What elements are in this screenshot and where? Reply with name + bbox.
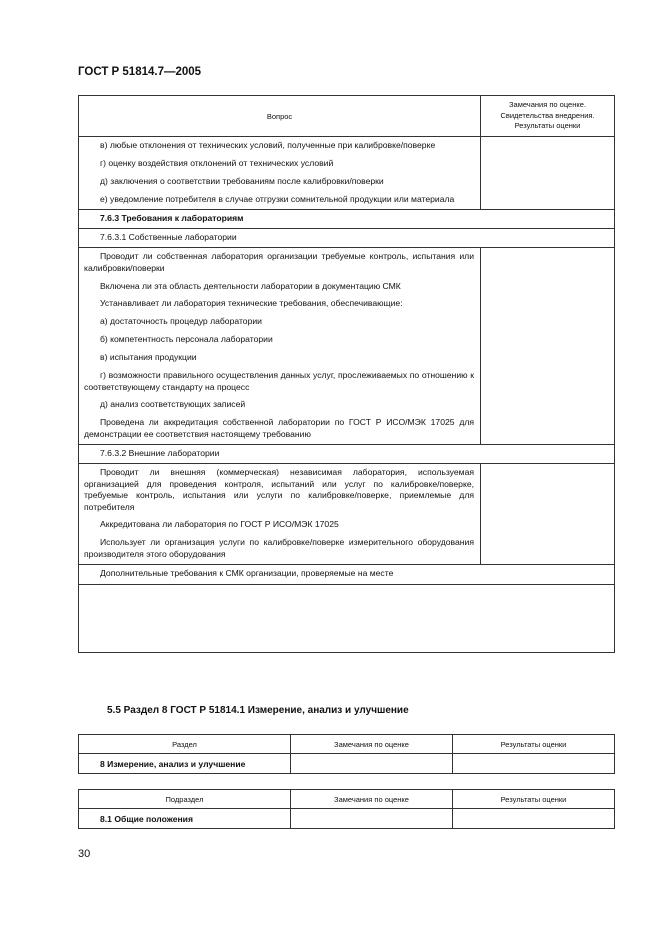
blank-row bbox=[79, 584, 615, 652]
column-header-results: Результаты оценки bbox=[453, 790, 615, 809]
column-header-remarks: Замечания по оценке bbox=[291, 790, 453, 809]
remarks-cell[interactable] bbox=[481, 248, 615, 445]
table-header-row bbox=[79, 96, 615, 137]
question-item: Устанавливает ли лаборатория технические требования, обеспечивающие: bbox=[100, 298, 403, 309]
question-item: Проведена ли аккредитация собственной лаборатории по ГОСТ Р ИСО/МЭК 17025 для демонстрации ее соответствия настоящему требованию bbox=[84, 417, 474, 439]
column-header-question: Вопрос bbox=[79, 96, 481, 137]
question-item: Аккредитована ли лаборатория по ГОСТ Р ИСО/МЭК 17025 bbox=[100, 519, 339, 530]
section-table bbox=[78, 734, 615, 774]
question-cell bbox=[79, 137, 481, 210]
extra-requirements-cell bbox=[79, 565, 615, 584]
document-header: ГОСТ Р 51814.7—2005 bbox=[78, 66, 202, 78]
question-item: Включена ли эта область деятельности лаборатории в документацию СМК bbox=[100, 280, 401, 291]
column-header-remarks: Замечания по оценке bbox=[291, 735, 453, 754]
table-row bbox=[79, 464, 615, 565]
question-item: д) анализ соответствующих записей bbox=[100, 399, 246, 410]
checklist-table bbox=[78, 95, 615, 653]
results-cell[interactable] bbox=[453, 754, 615, 774]
section-name-cell: 8 Измерение, анализ и улучшение bbox=[79, 754, 291, 774]
remarks-header-line: Результаты оценки bbox=[514, 121, 581, 131]
subsection-heading: 7.6.3.1 Собственные лаборатории bbox=[79, 229, 615, 248]
question-item: г) возможности правильного осуществления данных услуг, прослеживаемых по отношению к соответствующему стандарту на процесс bbox=[84, 370, 474, 392]
table-row bbox=[79, 248, 615, 445]
question-item: Использует ли организация услуги по калибровке/поверке измерительного оборудования производителя этого оборудования bbox=[84, 537, 474, 559]
subsection-table bbox=[78, 789, 615, 829]
question-item: д) заключения о соответствии требованиям после калибровки/поверки bbox=[100, 175, 384, 186]
question-cell bbox=[79, 248, 481, 445]
question-item: Проводит ли внешняя (коммерческая) независимая лаборатория, используемая организацией для проведения контроля, испытаний или услуг по калибровке/поверке, требуемые контроль, испытания или услуги по калибровке/поверке, приемлемые для потребителя bbox=[84, 467, 474, 512]
table-header-row bbox=[79, 735, 615, 754]
table-row bbox=[79, 565, 615, 584]
question-item: в) любые отклонения от технических условий, полученные при калибровке/поверке bbox=[100, 140, 436, 150]
question-item: в) испытания продукции bbox=[100, 352, 197, 363]
remarks-cell[interactable] bbox=[291, 754, 453, 774]
table-row bbox=[79, 754, 615, 774]
remarks-cell[interactable] bbox=[291, 809, 453, 829]
results-cell[interactable] bbox=[453, 809, 615, 829]
column-header-remarks bbox=[481, 96, 615, 137]
remarks-cell[interactable] bbox=[481, 137, 615, 210]
question-item: г) оценку воздействия отклонений от технических условий bbox=[100, 157, 334, 168]
question-item: Проводит ли собственная лаборатория организации требуемые контроль, испытания или калибровки/поверки bbox=[84, 251, 474, 273]
column-header-subsection: Подраздел bbox=[79, 790, 291, 809]
column-header-section: Раздел bbox=[79, 735, 291, 754]
subsection-heading: 7.6.3.2 Внешние лаборатории bbox=[79, 445, 615, 464]
question-item: б) компетентность персонала лаборатории bbox=[100, 334, 273, 345]
page-number: 30 bbox=[78, 848, 91, 860]
column-header-results: Результаты оценки bbox=[453, 735, 615, 754]
remarks-header-line: Замечания по оценке. bbox=[509, 99, 586, 109]
subsection-name-cell: 8.1 Общие положения bbox=[79, 809, 291, 829]
section-heading: 7.6.3 Требования к лабораториям bbox=[79, 210, 615, 229]
table-row bbox=[79, 809, 615, 829]
section-title: 5.5 Раздел 8 ГОСТ Р 51814.1 Измерение, анализ и улучшение bbox=[107, 705, 409, 716]
question-item: а) достаточность процедур лаборатории bbox=[100, 316, 262, 327]
remarks-cell[interactable] bbox=[481, 464, 615, 565]
question-item: Дополнительные требования к СМК организации, проверяемые на месте bbox=[100, 568, 394, 579]
table-header-row bbox=[79, 790, 615, 809]
subsection-row bbox=[79, 229, 615, 248]
section-row bbox=[79, 210, 615, 229]
blank-entry-cell[interactable] bbox=[79, 584, 615, 652]
question-item: е) уведомление потребителя в случае отгрузки сомнительной продукции или материала bbox=[100, 193, 455, 204]
remarks-header-line: Свидетельства внедрения. bbox=[500, 110, 595, 120]
table-row bbox=[79, 137, 615, 210]
subsection-row bbox=[79, 445, 615, 464]
question-cell bbox=[79, 464, 481, 565]
